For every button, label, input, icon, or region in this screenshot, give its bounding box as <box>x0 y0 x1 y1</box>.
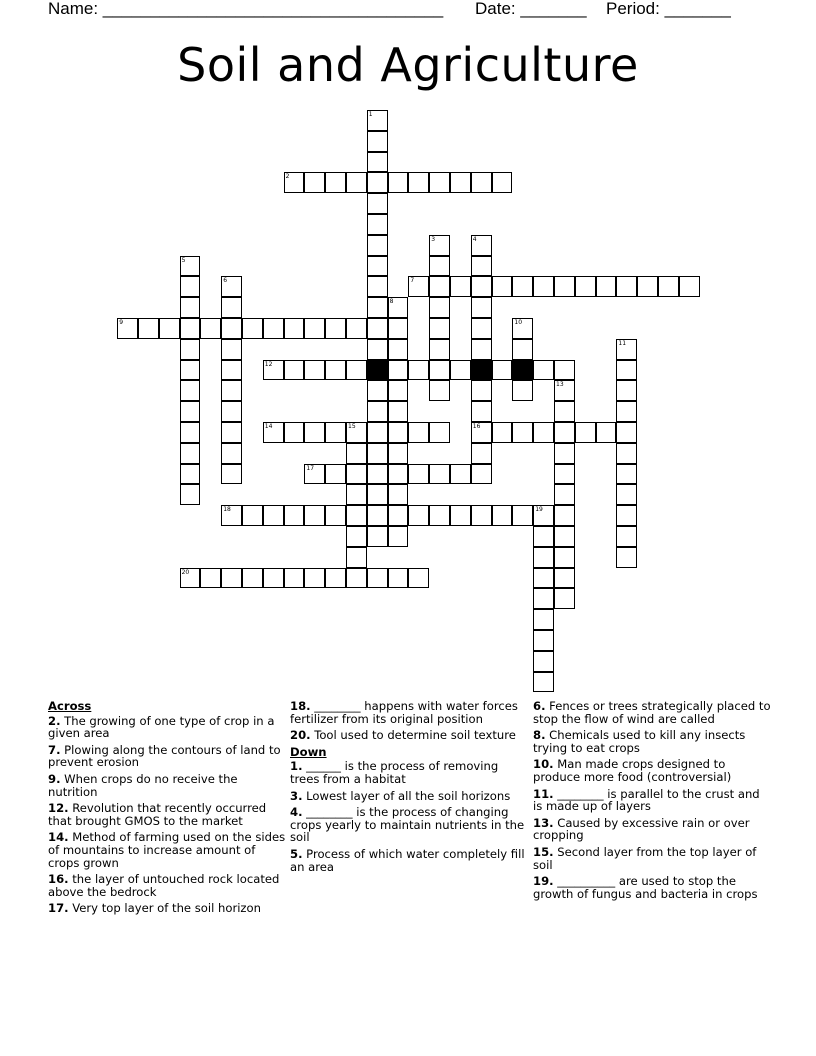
grid-cell[interactable] <box>117 318 138 339</box>
clues-column-3 <box>533 700 771 904</box>
grid-cell[interactable] <box>408 172 429 193</box>
grid-cell[interactable] <box>616 401 637 422</box>
clue-text: Second layer from the top layer of soil <box>533 844 757 872</box>
grid-cell[interactable] <box>221 297 242 318</box>
grid-cell[interactable] <box>471 401 492 422</box>
clue-number: 3 <box>431 235 436 243</box>
grid-cell[interactable] <box>304 568 325 589</box>
grid-cell[interactable] <box>304 464 325 485</box>
grid-cell[interactable] <box>367 401 388 422</box>
grid-cell[interactable] <box>221 505 242 526</box>
grid-cell[interactable] <box>304 360 325 381</box>
grid-cell[interactable] <box>492 276 513 297</box>
grid-cell[interactable] <box>533 360 554 381</box>
grid-cell[interactable] <box>263 422 284 443</box>
clue-text: Chemicals used to kill any insects trying to eat crops <box>533 728 746 755</box>
grid-cell[interactable] <box>367 505 388 526</box>
grid-cell[interactable] <box>679 276 700 297</box>
grid-cell[interactable] <box>180 256 201 277</box>
grid-cell[interactable] <box>367 235 388 256</box>
grid-cell[interactable] <box>325 318 346 339</box>
clue-number-label: 10. <box>533 757 554 772</box>
grid-cell[interactable] <box>616 380 637 401</box>
grid-cell[interactable] <box>263 318 284 339</box>
grid-cell[interactable] <box>367 276 388 297</box>
clue-number-label: 2. <box>48 713 61 728</box>
grid-cell[interactable] <box>388 172 409 193</box>
clue-number-label: 18. <box>290 699 311 713</box>
grid-cell[interactable] <box>200 318 221 339</box>
grid-cell[interactable] <box>471 505 492 526</box>
grid-cell[interactable] <box>388 360 409 381</box>
clue-item <box>533 758 771 783</box>
blocked-cell <box>471 360 492 381</box>
clue-number: 13 <box>556 381 564 389</box>
grid-cell[interactable] <box>284 360 305 381</box>
clue-item <box>48 773 286 798</box>
grid-cell[interactable] <box>367 318 388 339</box>
grid-cell[interactable] <box>512 276 533 297</box>
grid-cell[interactable] <box>388 568 409 589</box>
clue-number-label: 12. <box>48 801 69 816</box>
grid-cell[interactable] <box>533 609 554 630</box>
grid-cell[interactable] <box>429 297 450 318</box>
clue-number-label: 16. <box>48 872 69 887</box>
grid-cell[interactable] <box>429 422 450 443</box>
grid-cell[interactable] <box>388 401 409 422</box>
grid-cell[interactable] <box>533 276 554 297</box>
clue-text: Caused by excessive rain or over cropping <box>533 815 750 843</box>
grid-cell[interactable] <box>325 172 346 193</box>
grid-cell[interactable] <box>554 422 575 443</box>
grid-cell[interactable] <box>388 526 409 547</box>
grid-cell[interactable] <box>200 568 221 589</box>
clue-text: Revolution that recently occurred that brought GMOS to the market <box>48 801 267 828</box>
clue-text: ________ happens with water forces fertilizer from its original position <box>290 699 518 726</box>
grid-cell[interactable] <box>325 505 346 526</box>
grid-cell[interactable] <box>367 152 388 173</box>
clue-number-label: 7. <box>48 742 61 757</box>
grid-cell[interactable] <box>554 443 575 464</box>
clue-item <box>290 700 528 725</box>
grid-cell[interactable] <box>180 360 201 381</box>
clue-number-label: 20. <box>290 728 311 743</box>
grid-cell[interactable] <box>388 297 409 318</box>
clue-number-label: 3. <box>290 788 303 803</box>
grid-cell[interactable] <box>616 276 637 297</box>
clue-number: 1 <box>368 111 373 118</box>
grid-cell[interactable] <box>138 318 159 339</box>
grid-cell[interactable] <box>180 422 201 443</box>
grid-cell[interactable] <box>388 318 409 339</box>
clue-number: 9 <box>119 319 124 326</box>
grid-cell[interactable] <box>492 505 513 526</box>
grid-cell[interactable] <box>575 422 596 443</box>
grid-cell[interactable] <box>512 380 533 401</box>
grid-cell[interactable] <box>512 339 533 360</box>
clue-item <box>533 817 771 842</box>
grid-cell[interactable] <box>325 360 346 381</box>
grid-cell[interactable] <box>658 276 679 297</box>
clue-number: 4 <box>472 235 477 243</box>
clue-number-label: 1. <box>290 759 303 774</box>
clue-item <box>48 744 286 769</box>
grid-cell[interactable] <box>533 672 554 693</box>
clue-text: Very top layer of the soil horizon <box>68 901 261 916</box>
clues-column-2 <box>290 700 528 877</box>
clue-number: 19 <box>535 506 543 514</box>
grid-cell[interactable] <box>429 235 450 256</box>
grid-cell[interactable] <box>304 505 325 526</box>
grid-cell[interactable] <box>242 318 263 339</box>
name-field[interactable]: Name: ____________________________________ <box>48 0 444 18</box>
clue-text: Lowest layer of all the soil horizons <box>302 788 511 803</box>
grid-cell[interactable] <box>429 256 450 277</box>
page-title: Soil and Agriculture <box>177 38 639 92</box>
grid-cell[interactable] <box>367 526 388 547</box>
grid-cell[interactable] <box>263 568 284 589</box>
clue-item <box>533 875 771 900</box>
grid-cell[interactable] <box>450 505 471 526</box>
grid-cell[interactable] <box>180 464 201 485</box>
clue-text: Process of which water completely fill an area <box>290 846 525 874</box>
grid-cell[interactable] <box>159 318 180 339</box>
grid-cell[interactable] <box>367 339 388 360</box>
clue-number-label: 8. <box>533 728 546 743</box>
grid-cell[interactable] <box>429 380 450 401</box>
grid-cell[interactable] <box>471 297 492 318</box>
down-heading: Down <box>290 744 327 759</box>
grid-cell[interactable] <box>637 276 658 297</box>
clue-text: ________ is the process of changing crops yearly to maintain nutrients in the soil <box>290 805 525 845</box>
clue-item <box>48 873 286 898</box>
grid-cell[interactable] <box>471 256 492 277</box>
grid-cell[interactable] <box>221 380 242 401</box>
clue-number: 18 <box>223 506 231 514</box>
grid-cell[interactable] <box>616 339 637 360</box>
grid-cell[interactable] <box>221 422 242 443</box>
grid-cell[interactable] <box>533 651 554 672</box>
clue-item <box>48 902 286 915</box>
grid-cell[interactable] <box>450 276 471 297</box>
grid-cell[interactable] <box>367 464 388 485</box>
grid-cell[interactable] <box>450 360 471 381</box>
grid-cell[interactable] <box>554 526 575 547</box>
grid-cell[interactable] <box>471 464 492 485</box>
grid-cell[interactable] <box>346 484 367 505</box>
clue-text: When crops do no receive the nutrition <box>48 771 238 799</box>
grid-cell[interactable] <box>554 588 575 609</box>
grid-cell[interactable] <box>242 505 263 526</box>
grid-cell[interactable] <box>180 484 201 505</box>
grid-cell[interactable] <box>596 276 617 297</box>
grid-cell[interactable] <box>429 276 450 297</box>
grid-cell[interactable] <box>471 318 492 339</box>
grid-cell[interactable] <box>492 422 513 443</box>
grid-cell[interactable] <box>471 276 492 297</box>
clue-item <box>290 806 528 844</box>
grid-cell[interactable] <box>429 360 450 381</box>
grid-cell[interactable] <box>367 110 388 131</box>
grid-cell[interactable] <box>367 131 388 152</box>
clue-number-label: 6. <box>533 699 546 713</box>
clue-text: The growing of one type of crop in a given area <box>48 713 275 741</box>
grid-cell[interactable] <box>263 505 284 526</box>
grid-cell[interactable] <box>554 360 575 381</box>
grid-cell[interactable] <box>325 568 346 589</box>
clue-number-label: 17. <box>48 901 69 916</box>
grid-cell[interactable] <box>554 464 575 485</box>
clue-item <box>533 700 771 725</box>
grid-cell[interactable] <box>367 568 388 589</box>
grid-cell[interactable] <box>346 526 367 547</box>
clue-number: 5 <box>181 256 186 264</box>
grid-cell[interactable] <box>284 422 305 443</box>
clue-number: 17 <box>306 464 315 472</box>
grid-cell[interactable] <box>388 380 409 401</box>
clue-number: 10 <box>514 319 523 326</box>
grid-cell[interactable] <box>616 464 637 485</box>
grid-cell[interactable] <box>408 360 429 381</box>
grid-cell[interactable] <box>429 172 450 193</box>
grid-cell[interactable] <box>180 276 201 297</box>
grid-cell[interactable] <box>408 464 429 485</box>
grid-cell[interactable] <box>471 443 492 464</box>
grid-cell[interactable] <box>388 339 409 360</box>
clue-number: 12 <box>264 360 273 368</box>
grid-cell[interactable] <box>388 464 409 485</box>
grid-cell[interactable] <box>512 318 533 339</box>
clue-item <box>533 729 771 754</box>
clue-item <box>48 802 286 827</box>
clue-item <box>533 788 771 813</box>
grid-cell[interactable] <box>533 505 554 526</box>
grid-cell[interactable] <box>616 484 637 505</box>
grid-cell[interactable] <box>554 505 575 526</box>
clue-text: Method of farming used on the sides of mountains to increase amount of crops grown <box>48 830 286 870</box>
grid-cell[interactable] <box>429 464 450 485</box>
grid-cell[interactable] <box>388 443 409 464</box>
clue-number-label: 9. <box>48 771 61 786</box>
grid-cell[interactable] <box>554 401 575 422</box>
period-field[interactable]: Period: _______ <box>606 0 731 18</box>
grid-cell[interactable] <box>180 297 201 318</box>
grid-cell[interactable] <box>284 505 305 526</box>
grid-cell[interactable] <box>221 464 242 485</box>
grid-cell[interactable] <box>492 360 513 381</box>
clue-item <box>290 760 528 785</box>
grid-cell[interactable] <box>346 464 367 485</box>
grid-cell[interactable] <box>367 256 388 277</box>
clue-text: ______ is the process of removing trees from a habitat <box>290 759 499 786</box>
grid-cell[interactable] <box>180 568 201 589</box>
blocked-cell <box>512 360 533 381</box>
grid-cell[interactable] <box>367 172 388 193</box>
grid-cell[interactable] <box>180 401 201 422</box>
grid-cell[interactable] <box>346 422 367 443</box>
grid-cell[interactable] <box>554 484 575 505</box>
grid-cell[interactable] <box>533 422 554 443</box>
blocked-cell <box>367 360 388 381</box>
grid-cell[interactable] <box>388 422 409 443</box>
grid-cell[interactable] <box>471 172 492 193</box>
grid-cell[interactable] <box>221 443 242 464</box>
grid-cell[interactable] <box>408 505 429 526</box>
clue-number: 16 <box>472 423 481 430</box>
grid-cell[interactable] <box>554 380 575 401</box>
grid-cell[interactable] <box>346 547 367 568</box>
grid-cell[interactable] <box>304 422 325 443</box>
grid-cell[interactable] <box>575 276 596 297</box>
grid-cell[interactable] <box>263 360 284 381</box>
grid-cell[interactable] <box>471 235 492 256</box>
grid-cell[interactable] <box>533 568 554 589</box>
grid-cell[interactable] <box>471 422 492 443</box>
grid-cell[interactable] <box>221 568 242 589</box>
clue-number: 20 <box>181 568 190 576</box>
grid-cell[interactable] <box>221 401 242 422</box>
grid-cell[interactable] <box>304 318 325 339</box>
clue-number-label: 4. <box>290 805 303 820</box>
grid-cell[interactable] <box>367 443 388 464</box>
clue-item <box>48 831 286 869</box>
clue-number-label: 19. <box>533 874 554 889</box>
grid-cell[interactable] <box>304 172 325 193</box>
grid-cell[interactable] <box>367 484 388 505</box>
grid-cell[interactable] <box>367 422 388 443</box>
grid-cell[interactable] <box>471 380 492 401</box>
grid-cell[interactable] <box>221 360 242 381</box>
grid-cell[interactable] <box>408 422 429 443</box>
grid-cell[interactable] <box>221 276 242 297</box>
grid-cell[interactable] <box>616 526 637 547</box>
grid-cell[interactable] <box>429 318 450 339</box>
grid-cell[interactable] <box>533 630 554 651</box>
clue-number: 8 <box>389 298 394 306</box>
grid-cell[interactable] <box>346 568 367 589</box>
clue-number: 6 <box>223 277 228 285</box>
clue-number: 2 <box>285 173 290 181</box>
clue-text: the layer of untouched rock located above the bedrock <box>48 872 280 899</box>
grid-cell[interactable] <box>367 297 388 318</box>
clue-number: 11 <box>618 339 627 347</box>
grid-cell[interactable] <box>471 339 492 360</box>
grid-cell[interactable] <box>554 276 575 297</box>
grid-cell[interactable] <box>180 318 201 339</box>
clue-text: Plowing along the contours of land to prevent erosion <box>48 742 281 770</box>
clue-number-label: 11. <box>533 786 554 801</box>
clue-number-label: 15. <box>533 844 554 859</box>
grid-cell[interactable] <box>180 380 201 401</box>
grid-cell[interactable] <box>367 380 388 401</box>
grid-cell[interactable] <box>367 214 388 235</box>
grid-cell[interactable] <box>284 172 305 193</box>
clue-number-label: 5. <box>290 846 303 861</box>
clue-item <box>48 715 286 740</box>
clue-item <box>533 846 771 871</box>
grid-cell[interactable] <box>325 422 346 443</box>
grid-cell[interactable] <box>616 505 637 526</box>
clue-text: Fences or trees strategically placed to stop the flow of wind are called <box>533 699 771 726</box>
grid-cell[interactable] <box>512 505 533 526</box>
clue-text: ________ is parallel to the crust and is made up of layers <box>533 786 760 814</box>
grid-cell[interactable] <box>616 360 637 381</box>
grid-cell[interactable] <box>512 422 533 443</box>
clue-item <box>290 848 528 873</box>
grid-cell[interactable] <box>533 526 554 547</box>
grid-cell[interactable] <box>346 360 367 381</box>
grid-cell[interactable] <box>616 422 637 443</box>
across-heading: Across <box>48 699 92 713</box>
grid-cell[interactable] <box>367 193 388 214</box>
clue-text: Man made crops designed to produce more food (controversial) <box>533 757 732 784</box>
clue-number-label: 14. <box>48 830 69 845</box>
grid-cell[interactable] <box>450 464 471 485</box>
clue-number: 14 <box>264 423 273 430</box>
grid-cell[interactable] <box>221 339 242 360</box>
grid-cell[interactable] <box>242 568 263 589</box>
clue-number-label: 13. <box>533 815 554 830</box>
grid-cell[interactable] <box>533 547 554 568</box>
grid-cell[interactable] <box>180 443 201 464</box>
clue-number: 7 <box>410 277 415 285</box>
grid-cell[interactable] <box>408 276 429 297</box>
grid-cell[interactable] <box>450 172 471 193</box>
date-field[interactable]: Date: _______ <box>475 0 587 18</box>
clue-number: 15 <box>348 423 356 430</box>
grid-cell[interactable] <box>388 484 409 505</box>
grid-cell[interactable] <box>346 172 367 193</box>
clue-item <box>290 790 528 803</box>
grid-cell[interactable] <box>221 318 242 339</box>
grid-cell[interactable] <box>325 464 346 485</box>
grid-cell[interactable] <box>554 547 575 568</box>
clue-text: Tool used to determine soil texture <box>310 728 516 743</box>
grid-cell[interactable] <box>180 339 201 360</box>
grid-cell[interactable] <box>533 588 554 609</box>
grid-cell[interactable] <box>616 443 637 464</box>
grid-cell[interactable] <box>284 568 305 589</box>
grid-cell[interactable] <box>284 318 305 339</box>
grid-cell[interactable] <box>388 505 409 526</box>
clue-item <box>290 729 528 742</box>
grid-cell[interactable] <box>429 339 450 360</box>
grid-cell[interactable] <box>346 318 367 339</box>
grid-cell[interactable] <box>596 422 617 443</box>
clue-text: __________ are used to stop the growth of fungus and bacteria in crops <box>533 874 758 901</box>
grid-cell[interactable] <box>554 568 575 589</box>
clues-column-1 <box>48 700 286 919</box>
grid-cell[interactable] <box>346 505 367 526</box>
grid-cell[interactable] <box>429 505 450 526</box>
grid-cell[interactable] <box>408 568 429 589</box>
grid-cell[interactable] <box>492 172 513 193</box>
grid-cell[interactable] <box>346 443 367 464</box>
grid-cell[interactable] <box>616 547 637 568</box>
